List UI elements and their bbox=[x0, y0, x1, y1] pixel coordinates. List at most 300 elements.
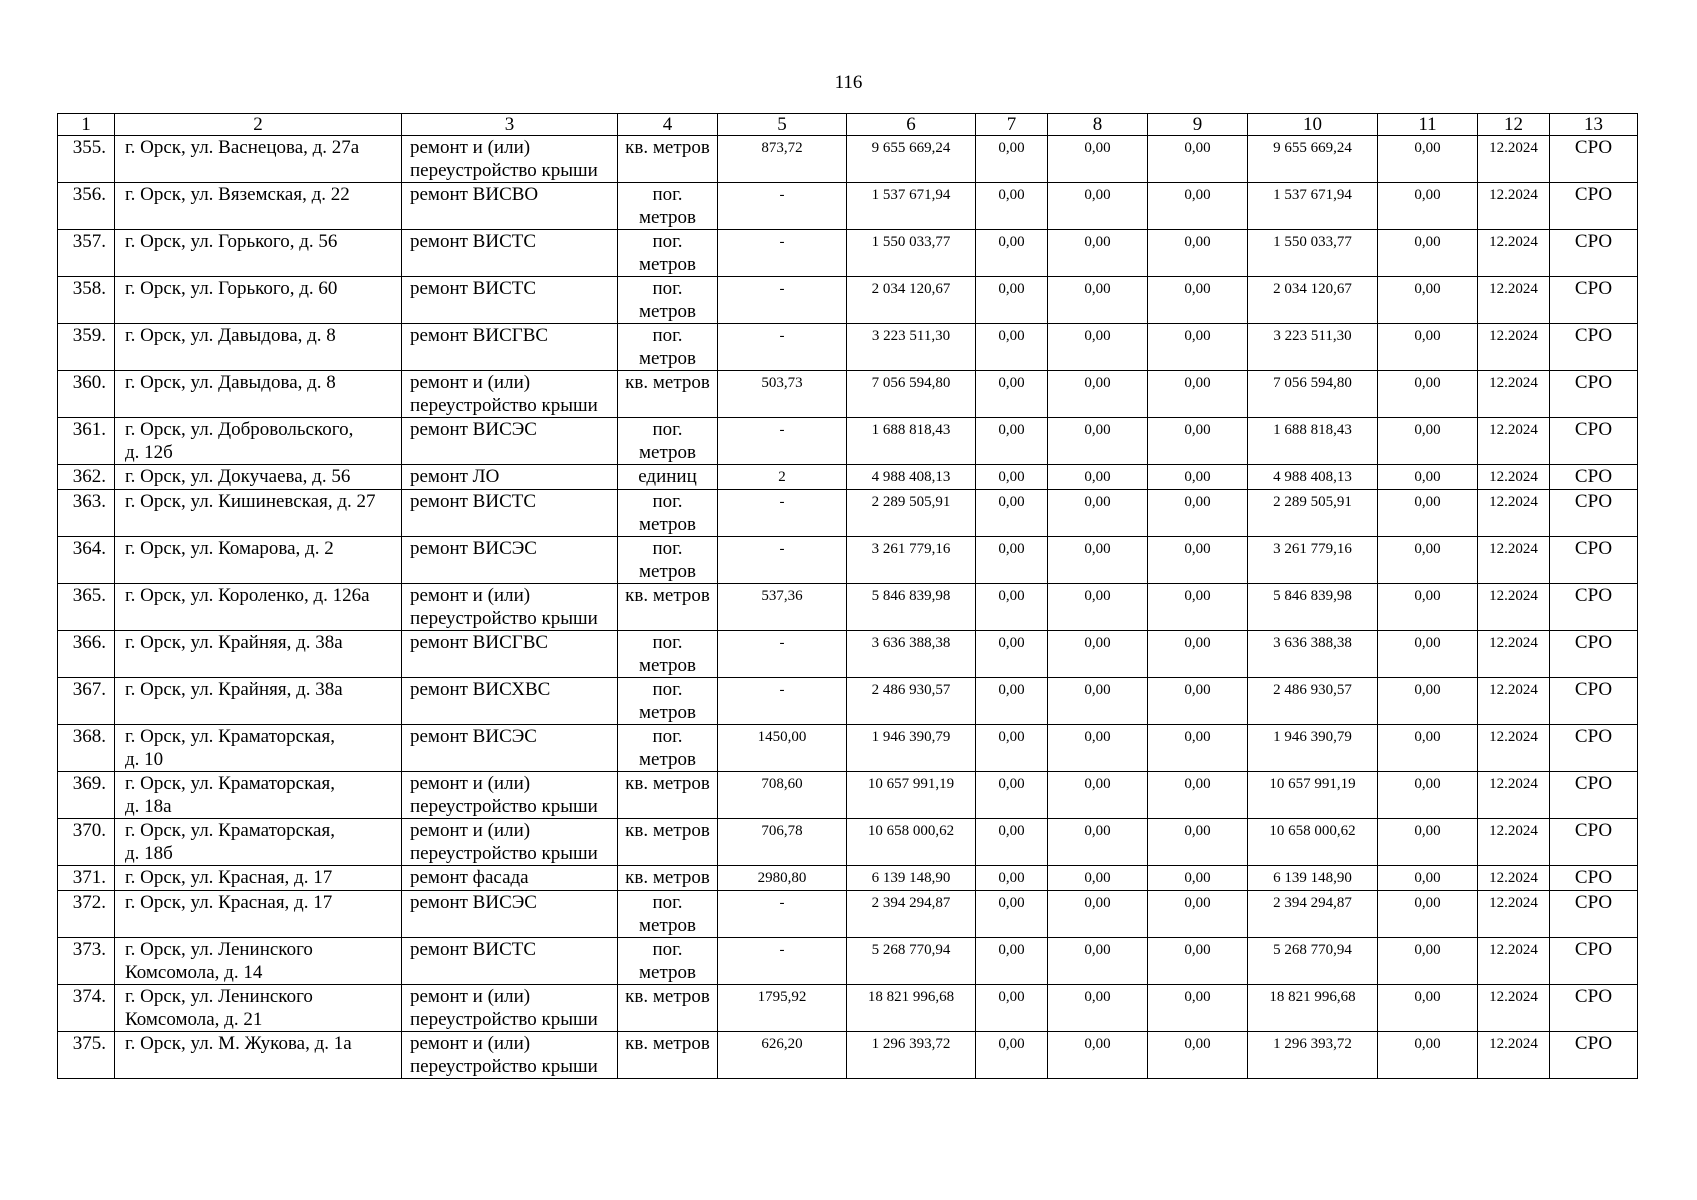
total-cost-cell: 1 550 033,77 bbox=[847, 230, 976, 277]
method-cell: СРО bbox=[1550, 891, 1638, 938]
column-10-cell: 2 394 294,87 bbox=[1248, 891, 1378, 938]
method-cell: СРО bbox=[1550, 230, 1638, 277]
row-number: 375. bbox=[58, 1032, 115, 1079]
column-11-cell: 0,00 bbox=[1378, 465, 1478, 490]
method-cell: СРО bbox=[1550, 277, 1638, 324]
unit-cell: пог. метров bbox=[618, 725, 718, 772]
column-8-cell: 0,00 bbox=[1048, 490, 1148, 537]
column-9-cell: 0,00 bbox=[1148, 985, 1248, 1032]
total-cost-cell: 6 139 148,90 bbox=[847, 866, 976, 891]
column-8-cell: 0,00 bbox=[1048, 772, 1148, 819]
column-8-cell: 0,00 bbox=[1048, 183, 1148, 230]
address-cell: г. Орск, ул. Красная, д. 17 bbox=[115, 891, 402, 938]
column-11-cell: 0,00 bbox=[1378, 725, 1478, 772]
column-10-cell: 1 550 033,77 bbox=[1248, 230, 1378, 277]
capital-repair-table bbox=[57, 113, 1638, 1079]
table-row bbox=[58, 1032, 1638, 1079]
volume-cell: - bbox=[718, 631, 847, 678]
work-type-cell: ремонт ЛО bbox=[402, 465, 618, 490]
address-cell: г. Орск, ул. Короленко, д. 126а bbox=[115, 584, 402, 631]
unit-cell: единиц bbox=[618, 465, 718, 490]
work-type-cell: ремонт и (или) переустройство крыши bbox=[402, 371, 618, 418]
total-cost-cell: 3 636 388,38 bbox=[847, 631, 976, 678]
method-cell: СРО bbox=[1550, 725, 1638, 772]
unit-cell: пог. метров bbox=[618, 490, 718, 537]
row-number: 367. bbox=[58, 678, 115, 725]
method-cell: СРО bbox=[1550, 678, 1638, 725]
unit-cell: кв. метров bbox=[618, 584, 718, 631]
total-cost-cell: 18 821 996,68 bbox=[847, 985, 976, 1032]
column-11-cell: 0,00 bbox=[1378, 490, 1478, 537]
completion-date-cell: 12.2024 bbox=[1478, 866, 1550, 891]
column-8-cell: 0,00 bbox=[1048, 324, 1148, 371]
method-cell: СРО bbox=[1550, 418, 1638, 465]
table-row bbox=[58, 985, 1638, 1032]
work-type-cell: ремонт ВИСЭС bbox=[402, 418, 618, 465]
work-type-cell: ремонт ВИСЭС bbox=[402, 537, 618, 584]
column-11-cell: 0,00 bbox=[1378, 183, 1478, 230]
column-10-cell: 3 223 511,30 bbox=[1248, 324, 1378, 371]
column-number-row bbox=[58, 114, 1638, 136]
column-8-cell: 0,00 bbox=[1048, 725, 1148, 772]
column-8-cell: 0,00 bbox=[1048, 277, 1148, 324]
table-row bbox=[58, 678, 1638, 725]
work-type-cell: ремонт и (или) переустройство крыши bbox=[402, 136, 618, 183]
completion-date-cell: 12.2024 bbox=[1478, 418, 1550, 465]
row-number: 374. bbox=[58, 985, 115, 1032]
completion-date-cell: 12.2024 bbox=[1478, 938, 1550, 985]
address-cell: г. Орск, ул. Вяземская, д. 22 bbox=[115, 183, 402, 230]
volume-cell: 1450,00 bbox=[718, 725, 847, 772]
column-9-cell: 0,00 bbox=[1148, 465, 1248, 490]
column-7-cell: 0,00 bbox=[976, 183, 1048, 230]
column-7-cell: 0,00 bbox=[976, 371, 1048, 418]
address-cell: г. Орск, ул. Докучаева, д. 56 bbox=[115, 465, 402, 490]
work-type-cell: ремонт и (или) переустройство крыши bbox=[402, 985, 618, 1032]
method-cell: СРО bbox=[1550, 371, 1638, 418]
column-7-cell: 0,00 bbox=[976, 772, 1048, 819]
column-10-cell: 10 658 000,62 bbox=[1248, 819, 1378, 866]
completion-date-cell: 12.2024 bbox=[1478, 465, 1550, 490]
unit-cell: кв. метров bbox=[618, 985, 718, 1032]
column-9-cell: 0,00 bbox=[1148, 1032, 1248, 1079]
completion-date-cell: 12.2024 bbox=[1478, 537, 1550, 584]
table-row bbox=[58, 371, 1638, 418]
column-number-4: 4 bbox=[618, 114, 718, 136]
work-type-cell: ремонт ВИСГВС bbox=[402, 631, 618, 678]
address-cell: г. Орск, ул. Крайняя, д. 38а bbox=[115, 678, 402, 725]
column-10-cell: 6 139 148,90 bbox=[1248, 866, 1378, 891]
column-7-cell: 0,00 bbox=[976, 678, 1048, 725]
work-type-cell: ремонт фасада bbox=[402, 866, 618, 891]
completion-date-cell: 12.2024 bbox=[1478, 584, 1550, 631]
volume-cell: 537,36 bbox=[718, 584, 847, 631]
volume-cell: - bbox=[718, 938, 847, 985]
column-number-1: 1 bbox=[58, 114, 115, 136]
table-row bbox=[58, 772, 1638, 819]
column-9-cell: 0,00 bbox=[1148, 136, 1248, 183]
table-row bbox=[58, 631, 1638, 678]
work-type-cell: ремонт и (или) переустройство крыши bbox=[402, 819, 618, 866]
column-8-cell: 0,00 bbox=[1048, 136, 1148, 183]
table-row bbox=[58, 819, 1638, 866]
unit-cell: кв. метров bbox=[618, 819, 718, 866]
column-9-cell: 0,00 bbox=[1148, 183, 1248, 230]
row-number: 363. bbox=[58, 490, 115, 537]
column-10-cell: 9 655 669,24 bbox=[1248, 136, 1378, 183]
column-9-cell: 0,00 bbox=[1148, 938, 1248, 985]
column-11-cell: 0,00 bbox=[1378, 230, 1478, 277]
total-cost-cell: 5 268 770,94 bbox=[847, 938, 976, 985]
method-cell: СРО bbox=[1550, 938, 1638, 985]
column-10-cell: 7 056 594,80 bbox=[1248, 371, 1378, 418]
method-cell: СРО bbox=[1550, 1032, 1638, 1079]
column-8-cell: 0,00 bbox=[1048, 985, 1148, 1032]
unit-cell: пог. метров bbox=[618, 631, 718, 678]
column-number-5: 5 bbox=[718, 114, 847, 136]
total-cost-cell: 5 846 839,98 bbox=[847, 584, 976, 631]
work-type-cell: ремонт ВИСТС bbox=[402, 277, 618, 324]
column-number-12: 12 bbox=[1478, 114, 1550, 136]
total-cost-cell: 10 657 991,19 bbox=[847, 772, 976, 819]
unit-cell: кв. метров bbox=[618, 772, 718, 819]
column-7-cell: 0,00 bbox=[976, 324, 1048, 371]
unit-cell: кв. метров bbox=[618, 371, 718, 418]
column-number-8: 8 bbox=[1048, 114, 1148, 136]
column-8-cell: 0,00 bbox=[1048, 866, 1148, 891]
method-cell: СРО bbox=[1550, 465, 1638, 490]
column-7-cell: 0,00 bbox=[976, 136, 1048, 183]
column-9-cell: 0,00 bbox=[1148, 584, 1248, 631]
row-number: 371. bbox=[58, 866, 115, 891]
column-9-cell: 0,00 bbox=[1148, 230, 1248, 277]
column-9-cell: 0,00 bbox=[1148, 866, 1248, 891]
column-8-cell: 0,00 bbox=[1048, 465, 1148, 490]
total-cost-cell: 1 688 818,43 bbox=[847, 418, 976, 465]
column-11-cell: 0,00 bbox=[1378, 537, 1478, 584]
column-9-cell: 0,00 bbox=[1148, 324, 1248, 371]
table-row bbox=[58, 136, 1638, 183]
row-number: 359. bbox=[58, 324, 115, 371]
column-7-cell: 0,00 bbox=[976, 1032, 1048, 1079]
row-number: 358. bbox=[58, 277, 115, 324]
work-type-cell: ремонт ВИСЭС bbox=[402, 725, 618, 772]
column-10-cell: 3 261 779,16 bbox=[1248, 537, 1378, 584]
row-number: 356. bbox=[58, 183, 115, 230]
address-cell: г. Орск, ул. Давыдова, д. 8 bbox=[115, 324, 402, 371]
method-cell: СРО bbox=[1550, 631, 1638, 678]
column-10-cell: 5 268 770,94 bbox=[1248, 938, 1378, 985]
column-8-cell: 0,00 bbox=[1048, 938, 1148, 985]
column-9-cell: 0,00 bbox=[1148, 418, 1248, 465]
column-9-cell: 0,00 bbox=[1148, 891, 1248, 938]
volume-cell: 626,20 bbox=[718, 1032, 847, 1079]
completion-date-cell: 12.2024 bbox=[1478, 183, 1550, 230]
column-7-cell: 0,00 bbox=[976, 725, 1048, 772]
completion-date-cell: 12.2024 bbox=[1478, 136, 1550, 183]
total-cost-cell: 1 537 671,94 bbox=[847, 183, 976, 230]
column-number-11: 11 bbox=[1378, 114, 1478, 136]
column-11-cell: 0,00 bbox=[1378, 891, 1478, 938]
column-number-9: 9 bbox=[1148, 114, 1248, 136]
table-row bbox=[58, 183, 1638, 230]
work-type-cell: ремонт ВИСВО bbox=[402, 183, 618, 230]
address-cell: г. Орск, ул. Краматорская, д. 10 bbox=[115, 725, 402, 772]
address-cell: г. Орск, ул. Давыдова, д. 8 bbox=[115, 371, 402, 418]
work-type-cell: ремонт ВИСТС bbox=[402, 230, 618, 277]
column-7-cell: 0,00 bbox=[976, 631, 1048, 678]
unit-cell: пог. метров bbox=[618, 537, 718, 584]
total-cost-cell: 7 056 594,80 bbox=[847, 371, 976, 418]
table-row bbox=[58, 490, 1638, 537]
table-row bbox=[58, 537, 1638, 584]
volume-cell: - bbox=[718, 183, 847, 230]
method-cell: СРО bbox=[1550, 136, 1638, 183]
column-8-cell: 0,00 bbox=[1048, 631, 1148, 678]
completion-date-cell: 12.2024 bbox=[1478, 324, 1550, 371]
column-11-cell: 0,00 bbox=[1378, 371, 1478, 418]
column-8-cell: 0,00 bbox=[1048, 1032, 1148, 1079]
row-number: 372. bbox=[58, 891, 115, 938]
column-7-cell: 0,00 bbox=[976, 490, 1048, 537]
column-11-cell: 0,00 bbox=[1378, 584, 1478, 631]
work-type-cell: ремонт ВИСЭС bbox=[402, 891, 618, 938]
table-row bbox=[58, 465, 1638, 490]
column-8-cell: 0,00 bbox=[1048, 678, 1148, 725]
address-cell: г. Орск, ул. Кишиневская, д. 27 bbox=[115, 490, 402, 537]
column-10-cell: 5 846 839,98 bbox=[1248, 584, 1378, 631]
address-cell: г. Орск, ул. Крайняя, д. 38а bbox=[115, 631, 402, 678]
row-number: 355. bbox=[58, 136, 115, 183]
page-number: 116 bbox=[834, 72, 863, 93]
column-11-cell: 0,00 bbox=[1378, 819, 1478, 866]
total-cost-cell: 1 946 390,79 bbox=[847, 725, 976, 772]
work-type-cell: ремонт ВИСХВС bbox=[402, 678, 618, 725]
method-cell: СРО bbox=[1550, 772, 1638, 819]
total-cost-cell: 4 988 408,13 bbox=[847, 465, 976, 490]
method-cell: СРО bbox=[1550, 819, 1638, 866]
work-type-cell: ремонт ВИСТС bbox=[402, 490, 618, 537]
method-cell: СРО bbox=[1550, 584, 1638, 631]
column-9-cell: 0,00 bbox=[1148, 631, 1248, 678]
row-number: 360. bbox=[58, 371, 115, 418]
address-cell: г. Орск, ул. Ленинского Комсомола, д. 14 bbox=[115, 938, 402, 985]
completion-date-cell: 12.2024 bbox=[1478, 772, 1550, 819]
volume-cell: - bbox=[718, 678, 847, 725]
table-row bbox=[58, 277, 1638, 324]
table-row bbox=[58, 938, 1638, 985]
unit-cell: пог. метров bbox=[618, 277, 718, 324]
method-cell: СРО bbox=[1550, 183, 1638, 230]
column-number-2: 2 bbox=[115, 114, 402, 136]
method-cell: СРО bbox=[1550, 490, 1638, 537]
row-number: 370. bbox=[58, 819, 115, 866]
unit-cell: кв. метров bbox=[618, 866, 718, 891]
work-type-cell: ремонт ВИСГВС bbox=[402, 324, 618, 371]
volume-cell: - bbox=[718, 490, 847, 537]
total-cost-cell: 1 296 393,72 bbox=[847, 1032, 976, 1079]
unit-cell: кв. метров bbox=[618, 136, 718, 183]
column-number-10: 10 bbox=[1248, 114, 1378, 136]
column-number-13: 13 bbox=[1550, 114, 1638, 136]
column-7-cell: 0,00 bbox=[976, 537, 1048, 584]
method-cell: СРО bbox=[1550, 985, 1638, 1032]
volume-cell: 2 bbox=[718, 465, 847, 490]
completion-date-cell: 12.2024 bbox=[1478, 230, 1550, 277]
column-11-cell: 0,00 bbox=[1378, 1032, 1478, 1079]
address-cell: г. Орск, ул. Ленинского Комсомола, д. 21 bbox=[115, 985, 402, 1032]
column-8-cell: 0,00 bbox=[1048, 371, 1148, 418]
column-7-cell: 0,00 bbox=[976, 891, 1048, 938]
work-type-cell: ремонт ВИСТС bbox=[402, 938, 618, 985]
total-cost-cell: 3 261 779,16 bbox=[847, 537, 976, 584]
column-9-cell: 0,00 bbox=[1148, 772, 1248, 819]
method-cell: СРО bbox=[1550, 866, 1638, 891]
table-row bbox=[58, 725, 1638, 772]
table-body bbox=[58, 114, 1638, 1079]
table-row bbox=[58, 866, 1638, 891]
unit-cell: пог. метров bbox=[618, 183, 718, 230]
volume-cell: 706,78 bbox=[718, 819, 847, 866]
work-type-cell: ремонт и (или) переустройство крыши bbox=[402, 1032, 618, 1079]
volume-cell: - bbox=[718, 277, 847, 324]
row-number: 362. bbox=[58, 465, 115, 490]
volume-cell: 873,72 bbox=[718, 136, 847, 183]
row-number: 373. bbox=[58, 938, 115, 985]
address-cell: г. Орск, ул. Краматорская, д. 18б bbox=[115, 819, 402, 866]
column-10-cell: 1 688 818,43 bbox=[1248, 418, 1378, 465]
column-number-7: 7 bbox=[976, 114, 1048, 136]
column-9-cell: 0,00 bbox=[1148, 725, 1248, 772]
column-10-cell: 1 296 393,72 bbox=[1248, 1032, 1378, 1079]
address-cell: г. Орск, ул. Добровольского, д. 12б bbox=[115, 418, 402, 465]
column-8-cell: 0,00 bbox=[1048, 891, 1148, 938]
volume-cell: 708,60 bbox=[718, 772, 847, 819]
unit-cell: кв. метров bbox=[618, 1032, 718, 1079]
address-cell: г. Орск, ул. Краматорская, д. 18а bbox=[115, 772, 402, 819]
column-11-cell: 0,00 bbox=[1378, 324, 1478, 371]
column-7-cell: 0,00 bbox=[976, 938, 1048, 985]
table-row bbox=[58, 418, 1638, 465]
column-11-cell: 0,00 bbox=[1378, 678, 1478, 725]
table-row bbox=[58, 891, 1638, 938]
column-11-cell: 0,00 bbox=[1378, 631, 1478, 678]
column-number-6: 6 bbox=[847, 114, 976, 136]
address-cell: г. Орск, ул. Васнецова, д. 27а bbox=[115, 136, 402, 183]
total-cost-cell: 9 655 669,24 bbox=[847, 136, 976, 183]
method-cell: СРО bbox=[1550, 324, 1638, 371]
completion-date-cell: 12.2024 bbox=[1478, 891, 1550, 938]
column-7-cell: 0,00 bbox=[976, 465, 1048, 490]
completion-date-cell: 12.2024 bbox=[1478, 277, 1550, 324]
column-7-cell: 0,00 bbox=[976, 277, 1048, 324]
column-10-cell: 1 946 390,79 bbox=[1248, 725, 1378, 772]
total-cost-cell: 2 289 505,91 bbox=[847, 490, 976, 537]
column-7-cell: 0,00 bbox=[976, 418, 1048, 465]
table-row bbox=[58, 230, 1638, 277]
column-9-cell: 0,00 bbox=[1148, 678, 1248, 725]
unit-cell: пог. метров bbox=[618, 324, 718, 371]
column-9-cell: 0,00 bbox=[1148, 371, 1248, 418]
volume-cell: - bbox=[718, 537, 847, 584]
completion-date-cell: 12.2024 bbox=[1478, 490, 1550, 537]
column-11-cell: 0,00 bbox=[1378, 418, 1478, 465]
row-number: 357. bbox=[58, 230, 115, 277]
row-number: 364. bbox=[58, 537, 115, 584]
column-11-cell: 0,00 bbox=[1378, 136, 1478, 183]
unit-cell: пог. метров bbox=[618, 938, 718, 985]
completion-date-cell: 12.2024 bbox=[1478, 985, 1550, 1032]
column-11-cell: 0,00 bbox=[1378, 277, 1478, 324]
volume-cell: - bbox=[718, 891, 847, 938]
row-number: 361. bbox=[58, 418, 115, 465]
total-cost-cell: 10 658 000,62 bbox=[847, 819, 976, 866]
address-cell: г. Орск, ул. М. Жукова, д. 1а bbox=[115, 1032, 402, 1079]
address-cell: г. Орск, ул. Комарова, д. 2 bbox=[115, 537, 402, 584]
column-9-cell: 0,00 bbox=[1148, 819, 1248, 866]
column-8-cell: 0,00 bbox=[1048, 584, 1148, 631]
completion-date-cell: 12.2024 bbox=[1478, 819, 1550, 866]
completion-date-cell: 12.2024 bbox=[1478, 631, 1550, 678]
column-8-cell: 0,00 bbox=[1048, 537, 1148, 584]
row-number: 366. bbox=[58, 631, 115, 678]
address-cell: г. Орск, ул. Красная, д. 17 bbox=[115, 866, 402, 891]
column-10-cell: 18 821 996,68 bbox=[1248, 985, 1378, 1032]
unit-cell: пог. метров bbox=[618, 678, 718, 725]
work-type-cell: ремонт и (или) переустройство крыши bbox=[402, 584, 618, 631]
column-9-cell: 0,00 bbox=[1148, 490, 1248, 537]
volume-cell: - bbox=[718, 230, 847, 277]
column-10-cell: 2 289 505,91 bbox=[1248, 490, 1378, 537]
volume-cell: 2980,80 bbox=[718, 866, 847, 891]
total-cost-cell: 2 034 120,67 bbox=[847, 277, 976, 324]
unit-cell: пог. метров bbox=[618, 230, 718, 277]
total-cost-cell: 2 394 294,87 bbox=[847, 891, 976, 938]
volume-cell: - bbox=[718, 324, 847, 371]
completion-date-cell: 12.2024 bbox=[1478, 725, 1550, 772]
volume-cell: 1795,92 bbox=[718, 985, 847, 1032]
column-9-cell: 0,00 bbox=[1148, 277, 1248, 324]
column-10-cell: 4 988 408,13 bbox=[1248, 465, 1378, 490]
column-7-cell: 0,00 bbox=[976, 985, 1048, 1032]
column-10-cell: 1 537 671,94 bbox=[1248, 183, 1378, 230]
row-number: 365. bbox=[58, 584, 115, 631]
total-cost-cell: 2 486 930,57 bbox=[847, 678, 976, 725]
completion-date-cell: 12.2024 bbox=[1478, 678, 1550, 725]
work-type-cell: ремонт и (или) переустройство крыши bbox=[402, 772, 618, 819]
volume-cell: - bbox=[718, 418, 847, 465]
column-8-cell: 0,00 bbox=[1048, 819, 1148, 866]
table-row bbox=[58, 324, 1638, 371]
address-cell: г. Орск, ул. Горького, д. 56 bbox=[115, 230, 402, 277]
column-8-cell: 0,00 bbox=[1048, 418, 1148, 465]
total-cost-cell: 3 223 511,30 bbox=[847, 324, 976, 371]
table-row bbox=[58, 584, 1638, 631]
row-number: 368. bbox=[58, 725, 115, 772]
volume-cell: 503,73 bbox=[718, 371, 847, 418]
column-11-cell: 0,00 bbox=[1378, 772, 1478, 819]
row-number: 369. bbox=[58, 772, 115, 819]
column-7-cell: 0,00 bbox=[976, 819, 1048, 866]
column-7-cell: 0,00 bbox=[976, 866, 1048, 891]
column-number-3: 3 bbox=[402, 114, 618, 136]
completion-date-cell: 12.2024 bbox=[1478, 1032, 1550, 1079]
column-10-cell: 2 034 120,67 bbox=[1248, 277, 1378, 324]
column-11-cell: 0,00 bbox=[1378, 938, 1478, 985]
address-cell: г. Орск, ул. Горького, д. 60 bbox=[115, 277, 402, 324]
column-7-cell: 0,00 bbox=[976, 584, 1048, 631]
column-10-cell: 10 657 991,19 bbox=[1248, 772, 1378, 819]
